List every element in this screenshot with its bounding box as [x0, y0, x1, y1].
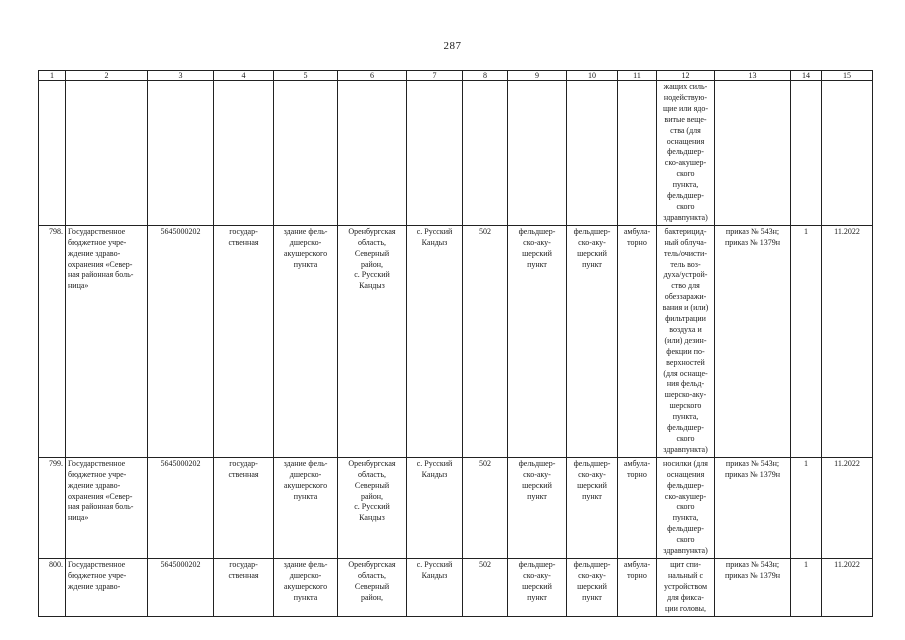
date-cell: 11.2022 [822, 457, 873, 558]
quantity-cell [791, 81, 822, 226]
order-cell [715, 81, 791, 226]
unit-cell: фельдшер- ско-аку- шерский пункт [508, 457, 567, 558]
ownership-cell [214, 81, 274, 226]
table-row [39, 457, 873, 558]
order-cell: приказ № 543н; приказ № 1379н [715, 558, 791, 616]
inn-cell: 5645000202 [148, 457, 214, 558]
column-number-row [39, 71, 873, 81]
column-number: 2 [66, 71, 148, 81]
address-cell: Оренбургская область, Северный район, [338, 558, 407, 616]
inn-cell: 5645000202 [148, 558, 214, 616]
code-cell: 502 [463, 457, 508, 558]
table-row [39, 225, 873, 457]
column-number: 1 [39, 71, 66, 81]
building-cell [274, 81, 338, 226]
table-row [39, 81, 873, 226]
quantity-cell: 1 [791, 558, 822, 616]
column-number: 5 [274, 71, 338, 81]
registry-table [38, 70, 873, 617]
order-cell: приказ № 543н; приказ № 1379н [715, 225, 791, 457]
date-cell: 11.2022 [822, 558, 873, 616]
unit-cell: фельдшер- ско-аку- шерский пункт [508, 225, 567, 457]
order-cell: приказ № 543н; приказ № 1379н [715, 457, 791, 558]
column-number: 13 [715, 71, 791, 81]
unit-cell [508, 81, 567, 226]
quantity-cell: 1 [791, 457, 822, 558]
row-number-cell: 800. [39, 558, 66, 616]
organization-cell: Государственное бюджетное учре- ждение здраво- охранения «Север- ная районная боль- ница» [66, 457, 148, 558]
organization-cell: Государственное бюджетное учре- ждение здраво- [66, 558, 148, 616]
unit-cell: фельдшер- ско-аку- шерский пункт [567, 457, 618, 558]
settlement-cell [407, 81, 463, 226]
column-number: 14 [791, 71, 822, 81]
ownership-cell: государ- ственная [214, 225, 274, 457]
inn-cell [148, 81, 214, 226]
address-cell: Оренбургская область, Северный район, с. Русский Кандыз [338, 225, 407, 457]
date-cell: 11.2022 [822, 225, 873, 457]
row-number-cell: 799. [39, 457, 66, 558]
row-number-cell: 798. [39, 225, 66, 457]
row-number-cell [39, 81, 66, 226]
column-number: 15 [822, 71, 873, 81]
care-type-cell: амбула- торно [618, 558, 657, 616]
ownership-cell: государ- ственная [214, 457, 274, 558]
unit-cell: фельдшер- ско-аку- шерский пункт [567, 558, 618, 616]
column-number: 10 [567, 71, 618, 81]
unit-cell: фельдшер- ско-аку- шерский пункт [508, 558, 567, 616]
column-number: 12 [657, 71, 715, 81]
care-type-cell [618, 81, 657, 226]
settlement-cell: с. Русский Кандыз [407, 558, 463, 616]
unit-cell: фельдшер- ско-аку- шерский пункт [567, 225, 618, 457]
column-number: 8 [463, 71, 508, 81]
column-number: 6 [338, 71, 407, 81]
ownership-cell: государ- ственная [214, 558, 274, 616]
care-type-cell: амбула- торно [618, 457, 657, 558]
page-number: 287 [443, 40, 462, 52]
code-cell [463, 81, 508, 226]
care-type-cell: амбула- торно [618, 225, 657, 457]
equipment-cell: бактерицид- ный облуча- тель/очисти- тель воз- духа/устрой- ство для обеззаражи- вания и (или) фильтрации воздуха и (или) дезин- фекции по- верхностей (для оснаще- ния фельд- шерско-аку- шерского пункта, фельдшер- ского здравпункта) [657, 225, 715, 457]
column-number: 9 [508, 71, 567, 81]
column-number: 11 [618, 71, 657, 81]
building-cell: здание фель- дшерско- акушерского пункта [274, 558, 338, 616]
date-cell [822, 81, 873, 226]
settlement-cell: с. Русский Кандыз [407, 457, 463, 558]
column-number: 7 [407, 71, 463, 81]
building-cell: здание фель- дшерско- акушерского пункта [274, 457, 338, 558]
equipment-cell: жащих силь- нодействую- щие или ядо- витые веще- ства (для оснащения фельдшер- ско-акушер- ского пункта, фельдшер- ского здравпункта) [657, 81, 715, 226]
equipment-cell: щит спи- нальный с устройством для фикса- ции головы, [657, 558, 715, 616]
address-cell: Оренбургская область, Северный район, с. Русский Кандыз [338, 457, 407, 558]
code-cell: 502 [463, 558, 508, 616]
settlement-cell: с. Русский Кандыз [407, 225, 463, 457]
column-number: 4 [214, 71, 274, 81]
quantity-cell: 1 [791, 225, 822, 457]
organization-cell: Государственное бюджетное учре- ждение здраво- охранения «Север- ная районная боль- ница» [66, 225, 148, 457]
building-cell: здание фель- дшерско- акушерского пункта [274, 225, 338, 457]
code-cell: 502 [463, 225, 508, 457]
column-number: 3 [148, 71, 214, 81]
equipment-cell: носилки (для оснащения фельдшер- ско-акушер- ского пункта, фельдшер- ского здравпункта) [657, 457, 715, 558]
address-cell [338, 81, 407, 226]
unit-cell [567, 81, 618, 226]
table-row [39, 558, 873, 616]
organization-cell [66, 81, 148, 226]
inn-cell: 5645000202 [148, 225, 214, 457]
